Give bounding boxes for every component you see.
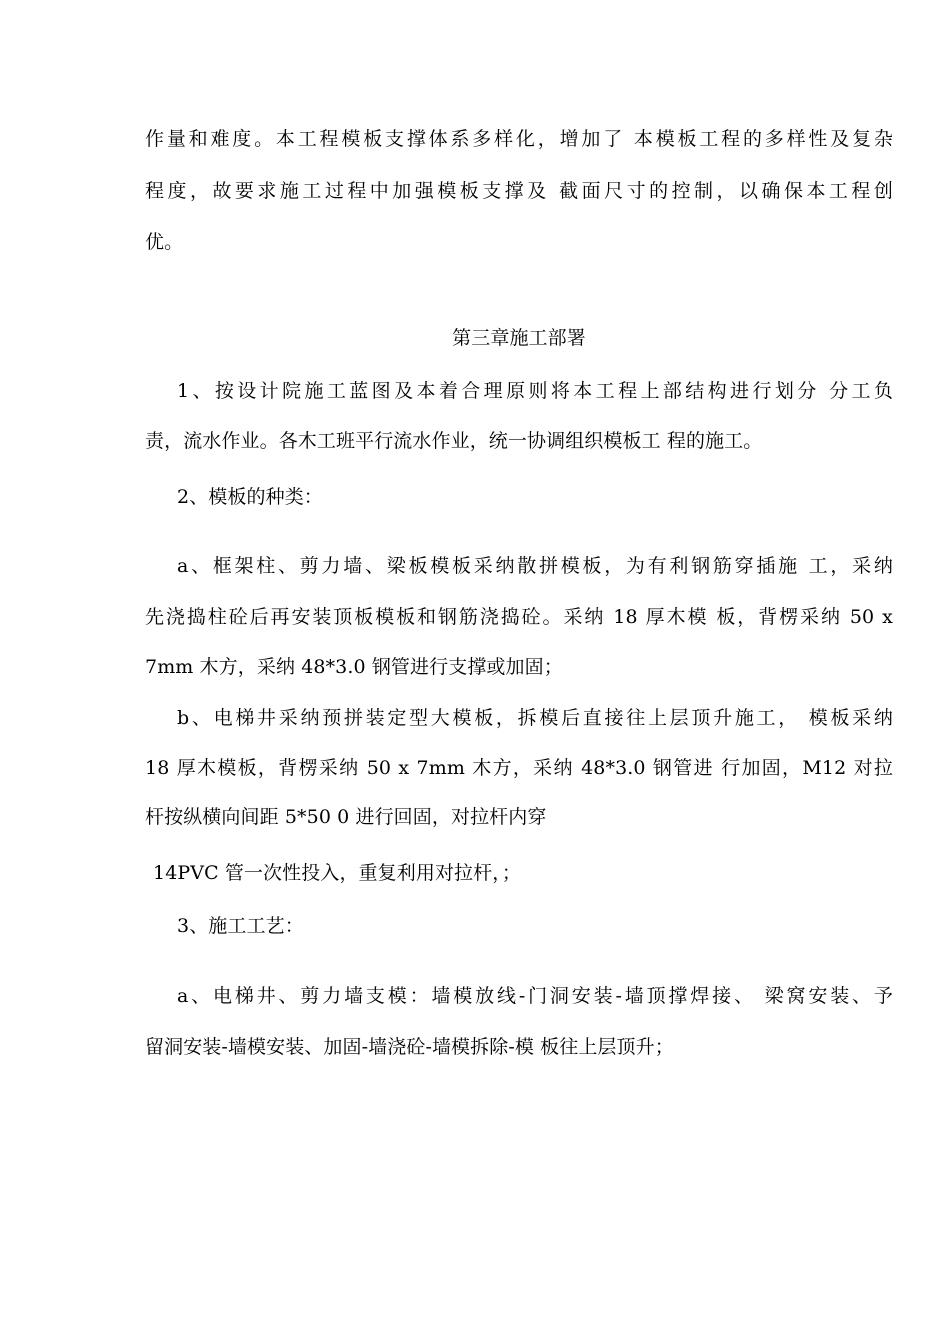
- item2-a-line-2: 先浇捣柱砼后再安装顶板模板和钢筋浇捣砼。采纳 18 厚木模 板，背楞采纳 50 x: [145, 606, 893, 628]
- item2-b-tail: 14PVC 管一次性投入，重复利用对拉杆，；: [153, 862, 521, 884]
- item2-b-line-2: 18 厚木模板，背楞采纳 50 x 7mm 木方，采纳 48*3.0 钢管进 行加固，M12 对拉: [145, 757, 893, 779]
- item2-b-line-1: b、电梯井采纳预拼装定型大模板，拆模后直接往上层顶升施工， 模板采纳: [177, 707, 893, 729]
- intro-line-1: 作量和难度。本工程模板支撑体系多样化，增加了 本模板工程的多样性及复杂: [145, 128, 893, 150]
- item3-a-line-1: a、电梯井、剪力墙支模：墙模放线-门洞安装-墙顶撑焊接、 梁窝安装、予: [177, 985, 893, 1007]
- item2-a-line-3: 7mm 木方，采纳 48*3.0 钢管进行支撑或加固；: [145, 656, 563, 678]
- item2-b-line-3: 杆按纵横向间距 5*50 0 进行回固，对拉杆内穿: [145, 806, 547, 828]
- item1-line-1: 1、按设计院施工蓝图及本着合理原则将本工程上部结构进行划分 分工负: [177, 380, 893, 402]
- item3-heading: 3、施工工艺：: [177, 915, 304, 937]
- item2-heading: 2、模板的种类：: [177, 486, 323, 508]
- item3-a-line-2: 留洞安装-墙模安装、加固-墙浇砼-墙模拆除-模 板往上层顶升；: [145, 1036, 674, 1058]
- chapter-title: 第三章施工部署: [452, 327, 586, 349]
- item1-line-2: 责，流水作业。各木工班平行流水作业，统一协调组织模板工 程的施工。: [145, 430, 763, 452]
- item2-a-line-1: a、框架柱、剪力墙、梁板模板采纳散拼模板，为有利钢筋穿插施 工，采纳: [177, 555, 893, 577]
- intro-line-3: 优。: [145, 231, 184, 253]
- intro-line-2: 程度，故要求施工过程中加强模板支撑及 截面尺寸的控制，以确保本工程创: [145, 180, 893, 202]
